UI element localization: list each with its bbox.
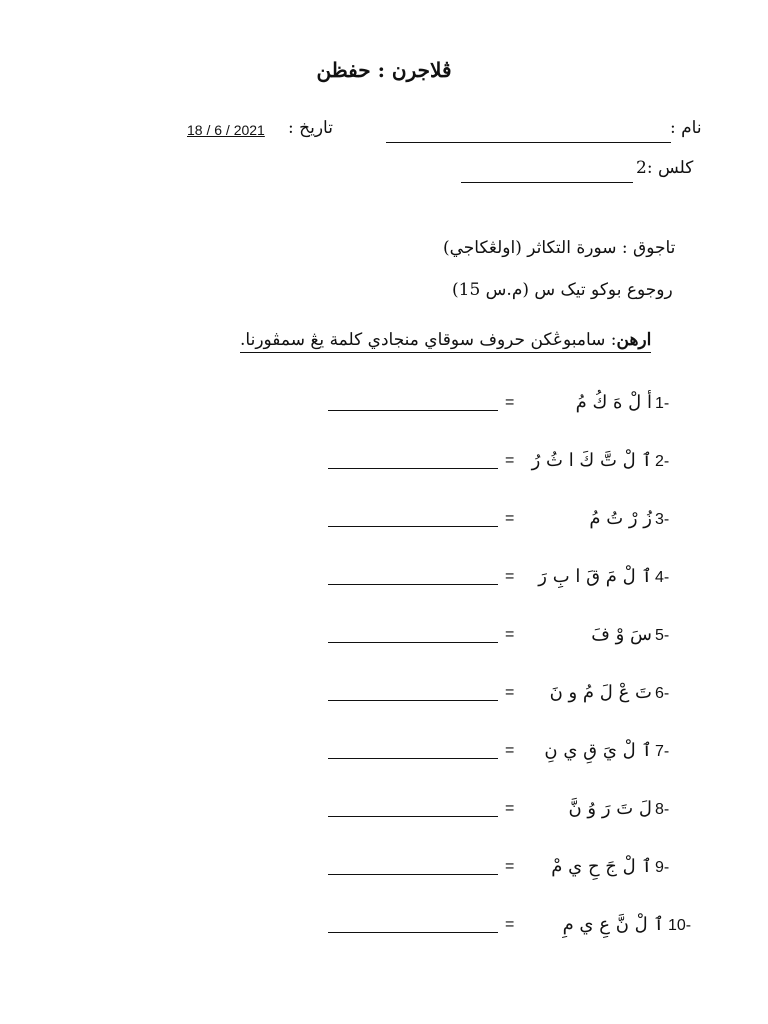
instruction-label: ارهن bbox=[616, 330, 652, 350]
equals-sign: = bbox=[505, 452, 515, 469]
answer-field[interactable] bbox=[328, 512, 498, 527]
answer-field[interactable] bbox=[328, 686, 498, 701]
class-label: كلس :2 bbox=[636, 158, 694, 178]
page-title: ڤلاجرن : حفظن bbox=[316, 58, 452, 82]
equals-sign: = bbox=[505, 916, 515, 933]
answer-field[interactable] bbox=[328, 802, 498, 817]
question-number: 6- bbox=[655, 685, 670, 702]
answer-field[interactable] bbox=[328, 570, 498, 585]
equals-sign: = bbox=[505, 684, 515, 701]
question-letters: ٱ لْ تَّ كَ ا ثُ رُ bbox=[531, 450, 652, 471]
topic-text: تاجوق : سورة التكاثر (اولڠكاجي) bbox=[443, 238, 676, 258]
question-number: 1- bbox=[655, 395, 670, 412]
answer-field[interactable] bbox=[328, 860, 498, 875]
equals-sign: = bbox=[505, 858, 515, 875]
question-number: 9- bbox=[655, 859, 670, 876]
question-letters: ٱ لْ يَ قِ ي نِ bbox=[544, 740, 652, 761]
equals-sign: = bbox=[505, 626, 515, 643]
question-letters: ٱ لْ مَ قَ ا بِ رَ bbox=[538, 566, 652, 587]
question-number: 7- bbox=[655, 743, 670, 760]
date-value: 18 / 6 / 2021 bbox=[187, 122, 265, 138]
equals-sign: = bbox=[505, 742, 515, 759]
question-number: 5- bbox=[655, 627, 670, 644]
instruction bbox=[240, 330, 651, 353]
question-number: 3- bbox=[655, 511, 670, 528]
question-letters: ٱ لْ جَ حِ ي مْ bbox=[551, 856, 652, 877]
name-field[interactable] bbox=[386, 120, 671, 143]
instruction-text: : سامبوڠكن حروف سوقاي منجادي كلمة يڠ سمڤورنا. bbox=[240, 330, 617, 350]
class-field[interactable] bbox=[461, 160, 633, 183]
question-letters: تَ عْ لَ مُ و نَ bbox=[549, 682, 652, 703]
question-number: 4- bbox=[655, 569, 670, 586]
answer-field[interactable] bbox=[328, 744, 498, 759]
equals-sign: = bbox=[505, 800, 515, 817]
equals-sign: = bbox=[505, 394, 515, 411]
date-label: تاريخ : bbox=[288, 118, 333, 138]
answer-field[interactable] bbox=[328, 628, 498, 643]
equals-sign: = bbox=[505, 568, 515, 585]
question-number: 10- bbox=[668, 917, 692, 934]
name-label: نام : bbox=[670, 118, 702, 138]
question-number: 8- bbox=[655, 801, 670, 818]
equals-sign: = bbox=[505, 510, 515, 527]
answer-field[interactable] bbox=[328, 454, 498, 469]
reference-text: روجوع بوكو تيک س (م.س 15) bbox=[452, 280, 673, 300]
answer-field[interactable] bbox=[328, 918, 498, 933]
question-letters: ٱ لْ نَّ عِ ي مِ bbox=[562, 914, 664, 935]
question-letters: زُ رْ تُ مُ bbox=[589, 508, 652, 529]
answer-field[interactable] bbox=[328, 396, 498, 411]
question-letters: سَ وْ فَ bbox=[591, 624, 652, 645]
question-letters: لَ تَ رَ وُ نَّ bbox=[568, 798, 652, 819]
question-number: 2- bbox=[655, 453, 670, 470]
question-letters: أ لْ هَ كُ مُ bbox=[575, 392, 652, 413]
